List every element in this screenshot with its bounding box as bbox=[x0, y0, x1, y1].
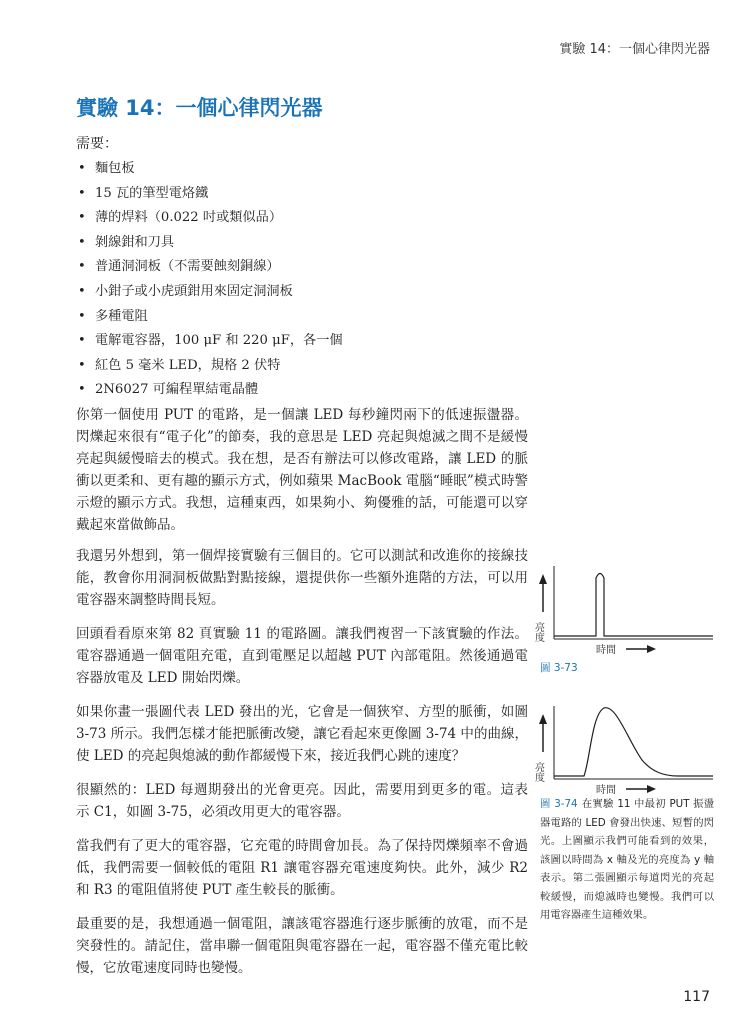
x-axis-label: 時間 bbox=[596, 785, 616, 796]
x-axis-label: 時間 bbox=[596, 645, 616, 656]
list-item: • 普通洞洞板（不需要蝕刻銅線） bbox=[76, 255, 516, 280]
figure-3-73-caption: 圖 3-73 bbox=[540, 662, 578, 674]
arrow-head-icon bbox=[647, 785, 656, 793]
paragraph: 很顯然的：LED 每週期發出的光會更亮。因此，需要用到更多的電。這表示 C1，如圖 3-75，必須改用更大的電容器。 bbox=[76, 782, 528, 820]
list-item: • 15 瓦的筆型電烙鐵 bbox=[76, 182, 516, 207]
arrow-head-icon bbox=[647, 645, 656, 653]
figure-number: 圖 3-74 bbox=[540, 798, 578, 810]
body-text-block-1 bbox=[76, 404, 528, 536]
list-item: • 麵包板 bbox=[76, 157, 516, 182]
running-head: 實驗 14：一個心律閃光器 bbox=[559, 42, 710, 57]
paragraph: 當我們有了更大的電容器，它充電的時間會加長。為了保持閃爍頻率不會過低，我們需要一個較低的電阻 R1 讓電容器充電速度夠快。此外，減少 R2 和 R3 的電阻值將使 PUT 產生較長的脈衝。 bbox=[76, 838, 528, 898]
arrow-head-icon bbox=[539, 714, 547, 724]
body-text-block-2 bbox=[76, 545, 528, 979]
arrow-head-icon bbox=[539, 574, 547, 584]
paragraph: 回頭看看原來第 82 頁實驗 11 的電路圖。讓我們複習一下該實驗的作法。電容器通過一個電阻充電，直到電壓足以超越 PUT 內部電阻。然後通過電容器放電及 LED 開始閃爍。 bbox=[76, 626, 528, 686]
paragraph: 如果你畫一張圖代表 LED 發出的光，它會是一個狹窄、方型的脈衝，如圖 3-73 所示。我們怎樣才能把脈衝改變，讓它看起來更像圖 3-74 中的曲線，使 LED 的亮起與熄滅的動作都緩慢下來，接近我們心跳的速度？ bbox=[76, 704, 528, 764]
list-item: • 2N6027 可編程單結電晶體 bbox=[76, 378, 516, 403]
list-item: • 剝線鉗和刀具 bbox=[76, 231, 516, 256]
caption-text: 在實驗 11 中最初 PUT 振盪器電路的 LED 會發出快速、短暫的閃光。上圖顯示我們可能看到的效果，該圖以時間為 x 軸及光的亮度為 y 軸表示。第二張圖顯示每道閃光的亮起較緩慢，而熄滅時也變慢。我們可以用電容器產生這種效果。 bbox=[540, 798, 714, 921]
parts-list bbox=[76, 157, 516, 403]
list-item: • 多種電阻 bbox=[76, 305, 516, 330]
list-item: • 小鉗子或小虎頭鉗用來固定洞洞板 bbox=[76, 280, 516, 305]
paragraph: 我還另外想到，第一個焊接實驗有三個目的。它可以測試和改進你的接線技能，教會你用洞洞板做點對點接線，還提供你一些額外進階的方法，可以用電容器來調整時間長短。 bbox=[76, 548, 528, 608]
list-item: • 電解電容器，100 μF 和 220 μF，各一個 bbox=[76, 329, 516, 354]
y-axis-label: 亮度 bbox=[532, 762, 544, 782]
pulse-curve bbox=[554, 574, 713, 637]
figure-3-74-caption bbox=[540, 795, 714, 925]
page-number: 117 bbox=[683, 989, 710, 1005]
pulse-curve bbox=[554, 708, 713, 776]
page-title: 實驗 14：一個心律閃光器 bbox=[76, 96, 323, 120]
list-item: • 薄的焊料（0.022 吋或類似品） bbox=[76, 206, 516, 231]
list-item: • 紅色 5 毫米 LED，規格 2 伏特 bbox=[76, 354, 516, 379]
paragraph: 最重要的是，我想通過一個電阻，讓該電容器進行逐步脈衝的放電，而不是突發性的。請記住，當串聯一個電阻與電容器在一起，電容器不僅充電比較慢，它放電速度同時也變慢。 bbox=[76, 916, 528, 976]
figure-3-74 bbox=[532, 700, 716, 800]
figure-3-73 bbox=[532, 560, 716, 660]
needs-label: 需要： bbox=[76, 136, 118, 152]
y-axis-label: 亮度 bbox=[532, 622, 544, 642]
paragraph: 你第一個使用 PUT 的電路，是一個讓 LED 每秒鐘閃兩下的低速振盪器。閃爍起來很有“電子化”的節奏，我的意思是 LED 亮起與熄滅之間不是緩慢亮起與緩慢暗去的模式。我在想，是否有辦法可以修改電路，讓 LED 的脈衝以更柔和、更有趣的顯示方式，例如蘋果 MacBook 電腦“睡眠”模式時警示燈的顯示方式。我想，這種東西，如果夠小、夠優雅的話，可能還可以穿戴起來當做飾品。 bbox=[76, 407, 528, 533]
